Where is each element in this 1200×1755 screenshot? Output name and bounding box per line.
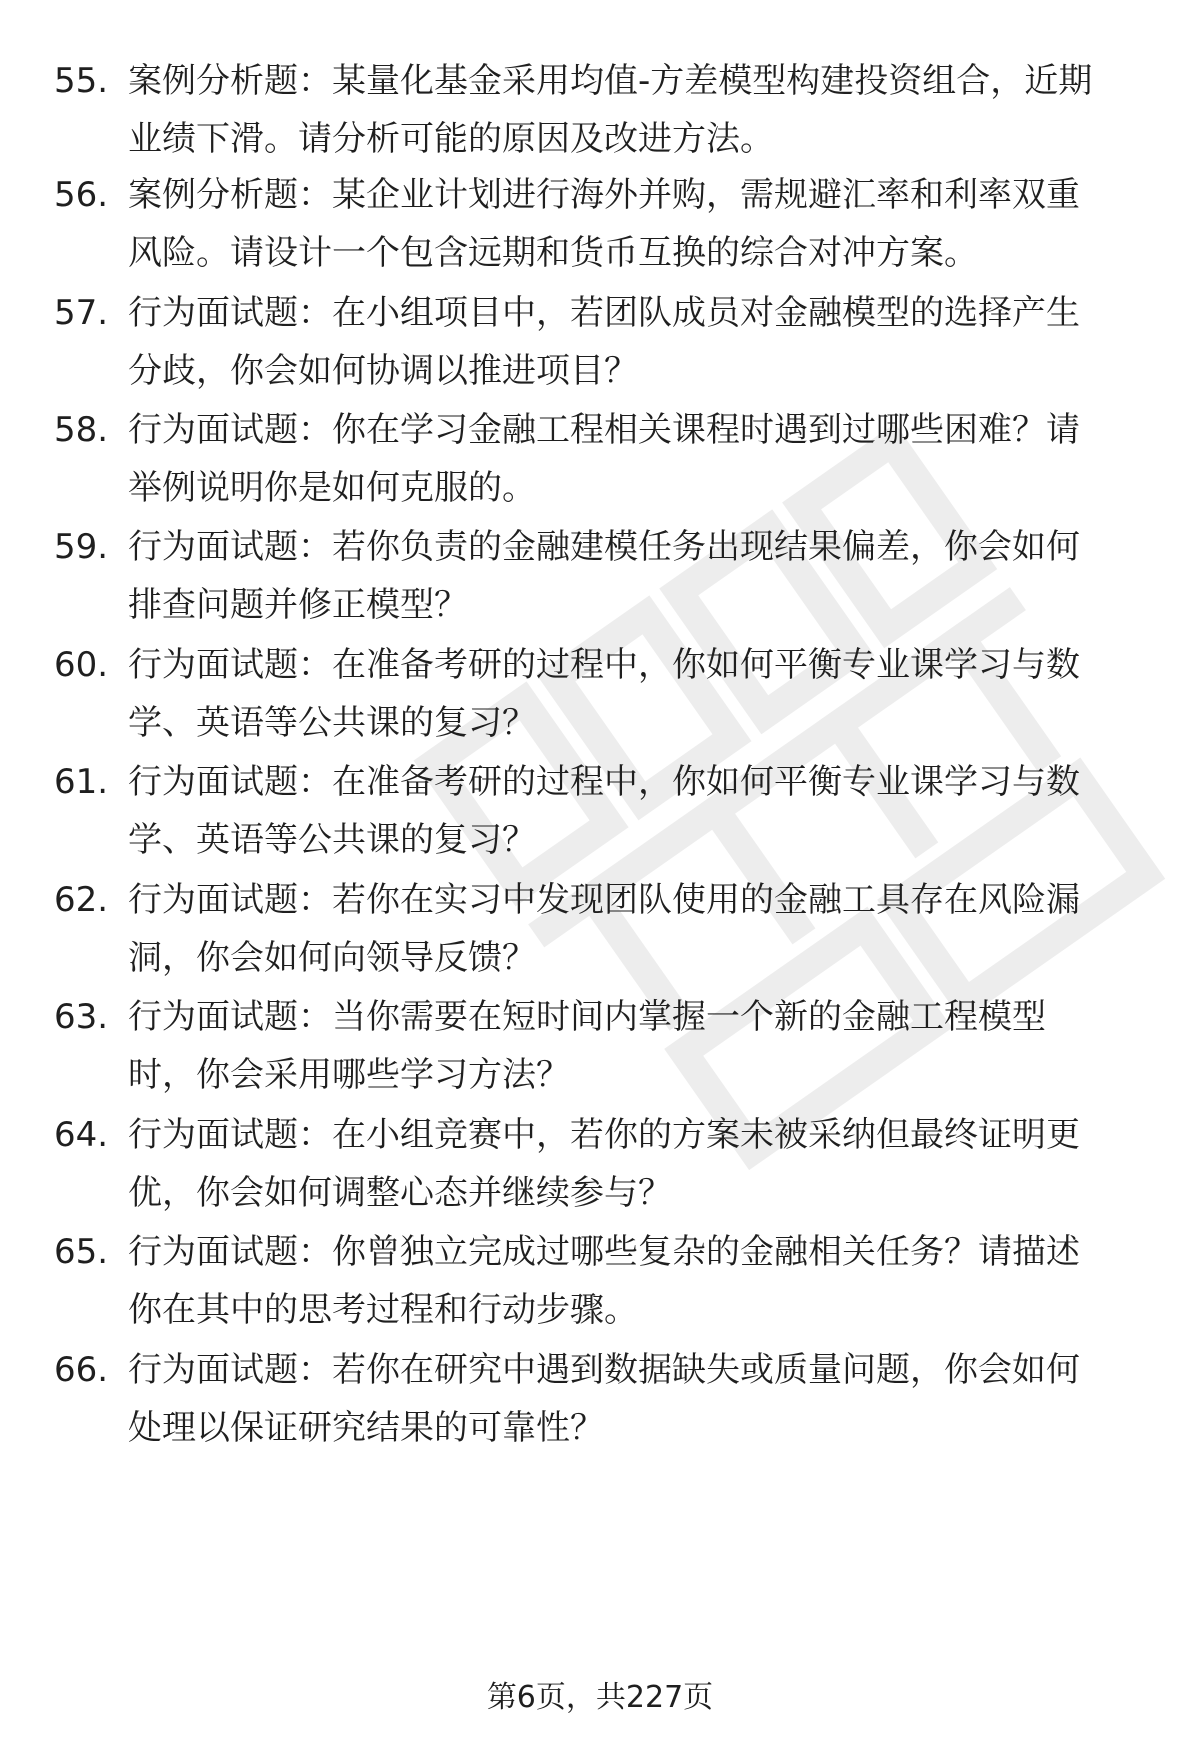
question-text-line: 行为面试题：在准备考研的过程中，你如何平衡专业课学习与数 [128,762,1080,802]
question-number: 61. [54,762,109,802]
question-text-line: 行为面试题：在准备考研的过程中，你如何平衡专业课学习与数 [128,645,1080,685]
question-text-line: 风险。请设计一个包含远期和货币互换的综合对冲方案。 [128,233,978,273]
question-text-line: 排查问题并修正模型？ [128,585,468,625]
question-text-line: 优，你会如何调整心态并继续参与？ [128,1173,672,1213]
list-item [0,640,1200,743]
question-text-line: 案例分析题：某企业计划进行海外并购，需规避汇率和利率双重 [128,175,1080,215]
question-text-line: 行为面试题：若你在研究中遇到数据缺失或质量问题，你会如何 [128,1350,1080,1390]
page-footer [0,1676,1200,1720]
question-number: 66. [54,1350,109,1390]
list-item [0,992,1200,1095]
question-number: 59. [54,527,109,567]
list-item [0,1110,1200,1213]
list-item [0,522,1200,625]
question-text-line: 洞，你会如何向领导反馈？ [128,938,536,978]
list-item [0,170,1200,273]
list-item [0,1345,1200,1448]
question-number: 56. [54,175,109,215]
question-number: 57. [54,293,109,333]
question-number: 63. [54,997,109,1037]
list-item [0,757,1200,860]
question-number: 65. [54,1232,109,1272]
question-text-line: 业绩下滑。请分析可能的原因及改进方法。 [128,119,774,159]
list-item [0,1227,1200,1330]
question-text-line: 举例说明你是如何克服的。 [128,468,536,508]
question-text-line: 行为面试题：若你负责的金融建模任务出现结果偏差，你会如何 [128,527,1080,567]
list-item [0,288,1200,391]
question-text-line: 处理以保证研究结果的可靠性？ [128,1408,604,1448]
question-number: 55. [54,61,109,101]
question-text-line: 行为面试题：在小组竞赛中，若你的方案未被采纳但最终证明更 [128,1115,1080,1155]
question-text-line: 学、英语等公共课的复习？ [128,820,536,860]
question-number: 62. [54,880,109,920]
question-number: 60. [54,645,109,685]
question-text-line: 行为面试题：你在学习金融工程相关课程时遇到过哪些困难？请 [128,410,1080,450]
question-text-line: 学、英语等公共课的复习？ [128,703,536,743]
question-text-line: 分歧，你会如何协调以推进项目？ [128,351,638,391]
question-text-line: 行为面试题：你曾独立完成过哪些复杂的金融相关任务？请描述 [128,1232,1080,1272]
question-text-line: 案例分析题：某量化基金采用均值-方差模型构建投资组合，近期 [128,61,1093,101]
question-text-line: 行为面试题：在小组项目中，若团队成员对金融模型的选择产生 [128,293,1080,333]
question-text-line: 行为面试题：若你在实习中发现团队使用的金融工具存在风险漏 [128,880,1080,920]
question-number: 64. [54,1115,109,1155]
page-number-label: 第6页，共227页 [486,1680,714,1715]
list-item [0,875,1200,978]
question-text-line: 行为面试题：当你需要在短时间内掌握一个新的金融工程模型 [128,997,1046,1037]
list-item [0,56,1200,159]
question-number: 58. [54,410,109,450]
question-text-line: 你在其中的思考过程和行动步骤。 [128,1290,638,1330]
question-text-line: 时，你会采用哪些学习方法？ [128,1055,570,1095]
list-item [0,405,1200,508]
